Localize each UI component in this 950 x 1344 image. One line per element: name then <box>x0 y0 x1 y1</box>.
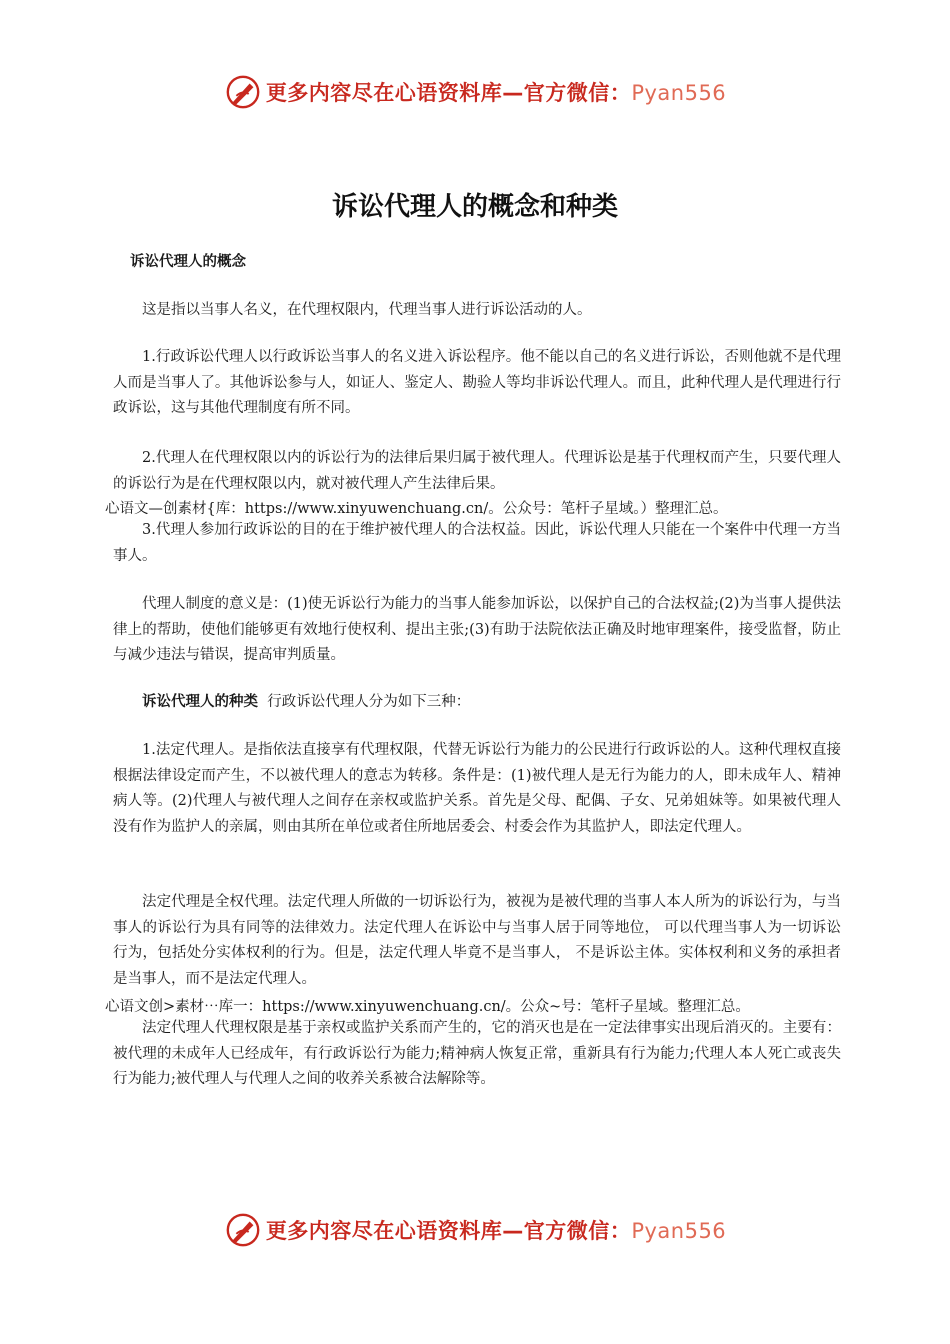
section2-p1-block <box>113 738 841 840</box>
section2-p2-block <box>113 890 841 992</box>
wechat-id: Pyan556 <box>631 81 727 105</box>
section1-p1-block <box>113 298 841 324</box>
paragraph: 1.行政诉讼代理人以行政诉讼当事人的名义进入诉讼程序。他不能以自己的名义进行诉讼，否则他就不是代理人而是当事人了。其他诉讼参与人，如证人、鉴定人、勘验人等均非诉讼代理人。而且，此种代理人是代理进行行政诉讼，这与其他代理制度有所不同。 <box>113 349 841 416</box>
pen-seal-logo-icon <box>224 1211 262 1249</box>
paragraph: 2.代理人在代理权限以内的诉讼行为的法律后果归属于被代理人。代理诉讼是基于代理权而产生，只要代理人的诉讼行为是在代理权限以内，就对被代理人产生法律后果。 <box>113 450 841 492</box>
paragraph: 法定代理人代理权限是基于亲权或监护关系而产生的，它的消灭也是在一定法律事实出现后消灭的。主要有：被代理的未成年人已经成年，有行政诉讼行为能力;精神病人恢复正常，重新具有行为能力;代理人本人死亡或丧失行为能力;被代理人与代理人之间的收养关系被合法解除等。 <box>113 1020 841 1087</box>
paragraph: 1.法定代理人。是指依法直接享有代理权限，代替无诉讼行为能力的公民进行行政诉讼的人。这种代理权直接根据法律设定而产生，不以被代理人的意志为转移。条件是：(1)被代理人是无行为能力的人，即未成年人、精神病人等。(2)代理人与被代理人之间存在亲权或监护关系。首先是父母、配偶、子女、兄弟姐妹等。如果被代理人没有作为监护人的亲属，则由其所在单位或者住所地居委会、村委会作为其监护人，即法定代理人。 <box>113 742 841 835</box>
footer-banner <box>0 1210 950 1250</box>
section2-heading: 诉讼代理人的种类 <box>142 694 258 710</box>
source-note-2: 心语文创>素材⋯库一：https://www.xinyuwenchuang.cn/。公众~号：笔杆子星域。整理汇总。 <box>105 999 750 1015</box>
section1-p4-block <box>113 518 841 569</box>
paragraph: 法定代理是全权代理。法定代理人所做的一切诉讼行为，被视为是被代理的当事人本人所为的诉讼行为，与当事人的诉讼行为具有同等的法律效力。法定代理人在诉讼中与当事人居于同等地位， 可以代理当事人为一切诉讼行为，包括处分实体权利的行为。但是，法定代理人毕竟不是当事人， 不是诉讼主体。实体权利和义务的承担者是当事人，而不是法定代理人。 <box>113 894 841 987</box>
section2-p3-block <box>113 1016 841 1093</box>
paragraph: 这是指以当事人名义，在代理权限内，代理当事人进行诉讼活动的人。 <box>142 302 592 318</box>
pen-seal-logo-icon <box>224 73 262 111</box>
section1-p3-block <box>113 446 841 497</box>
source-note-1: 心语文—创素材{库：https://www.xinyuwenchuang.cn/。公众号：笔杆子星域。）整理汇总。 <box>105 501 728 517</box>
section1-p5-block <box>113 592 841 669</box>
paragraph: 3.代理人参加行政诉讼的目的在于维护被代理人的合法权益。因此，诉讼代理人只能在一个案件中代理一方当事人。 <box>113 522 841 564</box>
section1-heading-block <box>130 250 830 276</box>
banner-text: 更多内容尽在心语资料库—官方微信：Pyan556 <box>265 81 727 105</box>
paragraph: 代理人制度的意义是：(1)使无诉讼行为能力的当事人能参加诉讼，以保护自己的合法权益;(2)为当事人提供法律上的帮助，使他们能够更有效地行使权利、提出主张;(3)有助于法院依法正确及时地审理案件，接受监督，防止与减少违法与错误，提高审判质量。 <box>113 596 841 663</box>
header-banner <box>0 72 950 112</box>
section1-heading: 诉讼代理人的概念 <box>130 254 246 270</box>
wechat-id: Pyan556 <box>631 1219 727 1243</box>
section1-p2-block <box>113 345 841 422</box>
banner-text: 更多内容尽在心语资料库—官方微信：Pyan556 <box>265 1219 727 1243</box>
section2-intro: 行政诉讼代理人分为如下三种： <box>267 694 471 710</box>
page-title: 诉讼代理人的概念和种类 <box>331 192 618 222</box>
section2-heading-block <box>113 690 841 716</box>
